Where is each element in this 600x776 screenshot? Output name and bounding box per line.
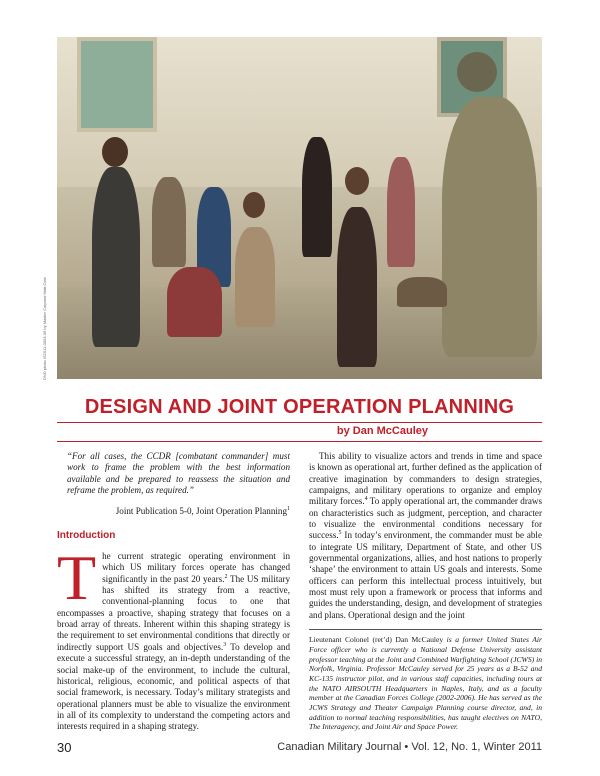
- footnote-ref: 2: [224, 573, 228, 580]
- body-paragraph: [309, 451, 542, 621]
- journal-footer: Canadian Military Journal • Vol. 12, No. 1, Winter 2011: [277, 741, 542, 753]
- photo-figure-head: [345, 167, 369, 195]
- author-bio: [309, 629, 542, 732]
- photo-figure-head: [243, 192, 265, 218]
- paragraph-text: This ability to visualize actors and trends in time and space is known as operational art, further defined as the application of creative imagination by commanders to design strategies, campaigns, and military operations to organize and employ military forces.: [309, 451, 542, 507]
- attribution-text: Joint Publication 5-0, Joint Operation Planning: [115, 506, 287, 517]
- drop-cap: T: [57, 542, 97, 614]
- footnote-ref: 5: [338, 530, 342, 537]
- right-column: [309, 451, 542, 732]
- article-title: DESIGN AND JOINT OPERATION PLANNING: [84, 396, 515, 418]
- intro-paragraph: [57, 542, 290, 733]
- bio-text: is a former United States Air Force officer who is currently a National Defense University assistant professor teaching at the Joint and Combined Warfighting School (JCWS) in Norfolk, Virginia. Professor McCauley served for 25 years as a B-52 and KC-135 instructor pilot, and in various staff capacities, including tours at the NATO AIRSOUTH Headquarters in Naples, Italy, and as a faculty member at the Canadian Forces College (2002-2006). He has served as the JCWS Strategy and Theater Campaign Planning course director, and, in addition to normal teaching responsibilities, has taught electives on NATO, The Interagency, and Joint Air and Space Power.: [309, 635, 542, 732]
- paragraph-text: he current strategic operating environment in which US military forces operate has changed significantly in the past 20 years.: [102, 551, 290, 584]
- left-column: [57, 451, 290, 733]
- photo-figure: [152, 177, 186, 267]
- photo-figure: [397, 277, 447, 307]
- section-heading: Introduction: [57, 529, 116, 541]
- epigraph-attribution: [57, 506, 290, 517]
- paragraph-text: The US military has shifted its strategy from a reactive, conventional-planning focus to one that encompasses a proactive, shaping strategy that focuses on a broad array of threats. Inherent within this shaping strategy is the requirement to set environmental conditions that directly or indirectly support US goals and objectives.: [57, 573, 290, 652]
- photo-figure: [442, 97, 537, 357]
- photo-figure: [387, 157, 415, 267]
- photo-figure-head: [102, 137, 128, 167]
- paragraph-text: To apply operational art, the commander draws on characteristics such as judgment, perception, and character to visualize the environmental conditions necessary for success.: [309, 496, 542, 541]
- bio-name: Lieutenant Colonel (ret’d) Dan McCauley: [309, 635, 444, 645]
- photo-figure: [235, 227, 275, 327]
- article-photo: [57, 37, 542, 379]
- footnote-ref: 4: [364, 496, 368, 503]
- page-number: 30: [57, 740, 72, 755]
- article-byline: by Dan McCauley: [57, 422, 542, 442]
- paragraph-text: In today’s environment, the commander must be able to integrate US military, Department of State, and other US governmental organizations, allies, and host nations to properly ‘shape’ the environment to attain US goals and interests. Some officers can perform this intellectual process intuitively, but most must rely upon a framework or process that informs and guides the understanding, design, and development of strategies and plans. Operational design and the joint: [309, 530, 542, 620]
- photo-figure: [167, 267, 222, 337]
- paragraph-text: To develop and execute a successful strategy, an in-depth understanding of the social make-up of the environment, to include the cultural, historical, religious, economic, and political aspects of that social framework, is necessary. Today’s military strategists and operational planners must be able to visualize the environment in all of its complexity to understand the competing actors and interests required in a shaping strategy.: [57, 641, 290, 732]
- photo-figure: [302, 137, 332, 257]
- photo-figure: [92, 167, 140, 347]
- epigraph: “For all cases, the CCDR [combatant commander] must work to frame the problem with the best information available and be prepared to reassess the situation and reframe the problem, as required.”: [67, 451, 290, 496]
- photo-figure: [337, 207, 377, 367]
- footnote-ref: 3: [223, 641, 227, 648]
- footnote-ref: 1: [287, 506, 290, 513]
- photo-figure-head: [457, 52, 497, 92]
- photo-credit: DND photo IS2011-0003-06 by Master Corporal Matt Cote: [42, 277, 47, 380]
- photo-window: [77, 37, 157, 132]
